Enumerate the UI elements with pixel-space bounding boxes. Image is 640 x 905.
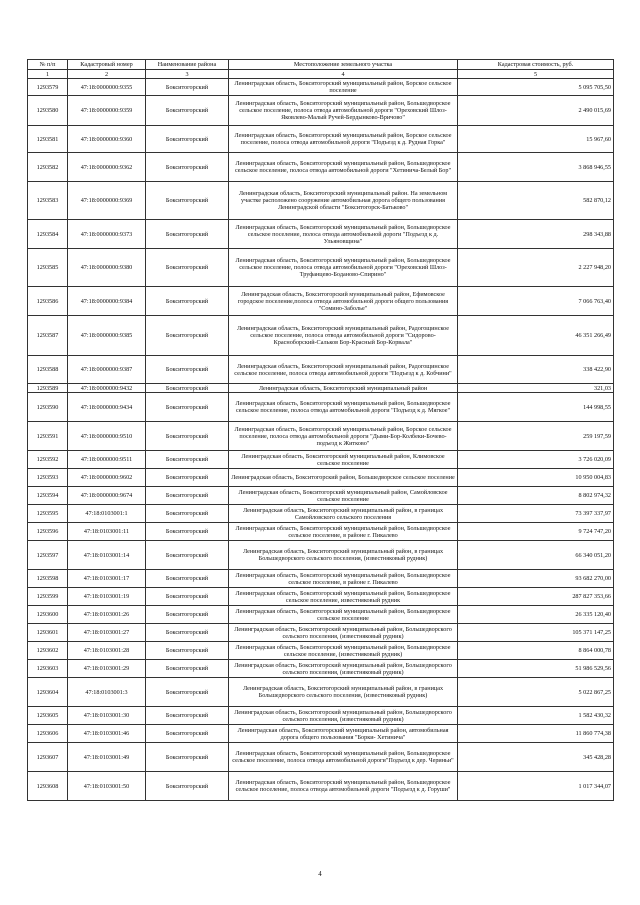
row-index: 1293598: [28, 570, 68, 588]
cadastral-number: 47:18:0103001:46: [68, 725, 146, 743]
district-name: Бокситогорский: [146, 624, 229, 642]
location-text: Ленинградская область, Бокситогорский муниципальный район, Большедворское сельское поселение, полоса отвода автомобильной дороги "Подъезд к д. Ульяновщина": [229, 220, 458, 249]
cadastral-value: 51 986 529,56: [458, 660, 614, 678]
row-index: 1293588: [28, 356, 68, 384]
location-text: Ленинградская область, Бокситогорский муниципальный район, в границах Большедворского сельского поселения, (известняковый рудник): [229, 541, 458, 570]
district-name: Бокситогорский: [146, 772, 229, 801]
district-name: Бокситогорский: [146, 287, 229, 316]
table-row: [28, 505, 614, 523]
location-text: Ленинградская область, Бокситогорский муниципальный район, Борское сельское поселение: [229, 79, 458, 96]
location-text: Ленинградская область, Бокситогорский муниципальный район, автомобильная дорога общего пользования "Борки- Хетинича": [229, 725, 458, 743]
row-index: 1293585: [28, 249, 68, 287]
row-index: 1293596: [28, 523, 68, 541]
header-row: [28, 60, 614, 70]
district-name: Бокситогорский: [146, 422, 229, 451]
table-row: [28, 126, 614, 153]
cadastral-number: 47:18:0103001:19: [68, 588, 146, 606]
table-row: [28, 393, 614, 422]
location-text: Ленинградская область, Бокситогорский муниципальный район, Большедворского сельского поселения, (известняковый рудник): [229, 624, 458, 642]
location-text: Ленинградская область, Бокситогорский муниципальный район, Борское сельское поселение, полоса отвода автомобильной дороги "Подъезд к д. Рудная Горка": [229, 126, 458, 153]
district-name: Бокситогорский: [146, 707, 229, 725]
row-index: 1293592: [28, 451, 68, 469]
row-index: 1293591: [28, 422, 68, 451]
location-text: Ленинградская область, Бокситогорский муниципальный район, Большедворское сельское поселение, известняковый рудник: [229, 588, 458, 606]
cadastral-value: 287 827 353,66: [458, 588, 614, 606]
row-index: 1293590: [28, 393, 68, 422]
table-row: [28, 469, 614, 487]
district-name: Бокситогорский: [146, 469, 229, 487]
district-name: Бокситогорский: [146, 393, 229, 422]
table-body: [28, 79, 614, 801]
cadastral-value: 46 351 266,49: [458, 316, 614, 356]
header-index: № п/п: [28, 60, 68, 70]
table-row: [28, 96, 614, 126]
district-name: Бокситогорский: [146, 606, 229, 624]
row-index: 1293608: [28, 772, 68, 801]
row-index: 1293607: [28, 743, 68, 772]
district-name: Бокситогорский: [146, 316, 229, 356]
location-text: Ленинградская область, Бокситогорский муниципальный район, Большедворское сельское поселение, полоса отвода автомобильной дороги "Ореховский Шлоз-Труфанцево-Боданово-Спирино": [229, 249, 458, 287]
cadastral-number: 47:18:0000000:9362: [68, 153, 146, 182]
location-text: Ленинградская область, Бокситогорский муниципальный район, Большедворское сельское поселение, полоса отвода автомобильной дороги "Ореховский Шлоз-Яковлево-Малый Ручей-Бердынково-Вричово": [229, 96, 458, 126]
cadastral-number: 47:18:0103001:26: [68, 606, 146, 624]
row-index: 1293597: [28, 541, 68, 570]
cadastral-number: 47:18:0000000:9355: [68, 79, 146, 96]
row-index: 1293604: [28, 678, 68, 707]
table-row: [28, 660, 614, 678]
header-cadastral-number: Кадастровый номер: [68, 60, 146, 70]
cadastral-value: 5 022 867,25: [458, 678, 614, 707]
district-name: Бокситогорский: [146, 356, 229, 384]
location-text: Ленинградская область, Бокситогорский муниципальный район, Борское сельское поселение, полоса отвода автомобильной дороги "Дыми-Бор-Колбеки-Бочево-подъезд к Житково": [229, 422, 458, 451]
row-index: 1293600: [28, 606, 68, 624]
row-index: 1293595: [28, 505, 68, 523]
cadastral-value: 259 197,59: [458, 422, 614, 451]
table-row: [28, 772, 614, 801]
row-index: 1293594: [28, 487, 68, 505]
cadastral-value: 2 490 015,69: [458, 96, 614, 126]
column-number-row: [28, 70, 614, 79]
cadastral-value: 5 095 705,50: [458, 79, 614, 96]
table-row: [28, 588, 614, 606]
cadastral-number: 47:18:0000000:9359: [68, 96, 146, 126]
header-cadastral-value: Кадастровая стоимость, руб.: [458, 60, 614, 70]
cadastral-number: 47:18:0103001:17: [68, 570, 146, 588]
row-index: 1293579: [28, 79, 68, 96]
cadastral-value: 15 967,60: [458, 126, 614, 153]
cadastral-number: 47:18:0000000:9360: [68, 126, 146, 153]
district-name: Бокситогорский: [146, 570, 229, 588]
location-text: Ленинградская область, Бокситогорский муниципальный район, в границах Большедворского сельского поселения, (известняковый рудник): [229, 678, 458, 707]
table-row: [28, 678, 614, 707]
row-index: 1293582: [28, 153, 68, 182]
district-name: Бокситогорский: [146, 182, 229, 220]
page-number: 4: [318, 870, 322, 878]
row-index: 1293599: [28, 588, 68, 606]
table-row: [28, 541, 614, 570]
table-row: [28, 249, 614, 287]
district-name: Бокситогорский: [146, 220, 229, 249]
location-text: Ленинградская область, Бокситогорский муниципальный район, Большедворское сельское поселение, полоса отвода автомобильной дороги "Подъезд к д. Горуши": [229, 772, 458, 801]
location-text: Ленинградская область, Бокситогорский муниципальный район, Большедворское сельское поселение, в районе г. Пикалево: [229, 523, 458, 541]
district-name: Бокситогорский: [146, 96, 229, 126]
location-text: Ленинградская область, Бокситогорский муниципальный район, Радогощинское сельское поселение, полоса отвода автомобильной дороги "Подъезд к д. Кобчини": [229, 356, 458, 384]
district-name: Бокситогорский: [146, 153, 229, 182]
location-text: Ленинградская область, Бокситогорский район, Большедворское сельское поселение: [229, 469, 458, 487]
table-row: [28, 316, 614, 356]
row-index: 1293587: [28, 316, 68, 356]
table-row: [28, 707, 614, 725]
cadastral-number: 47:18:0103001:29: [68, 660, 146, 678]
table-row: [28, 487, 614, 505]
cadastral-number: 47:18:0000000:9511: [68, 451, 146, 469]
column-number: 5: [458, 70, 614, 79]
row-index: 1293603: [28, 660, 68, 678]
table-row: [28, 79, 614, 96]
cadastral-value: 26 335 120,40: [458, 606, 614, 624]
table-row: [28, 287, 614, 316]
row-index: 1293605: [28, 707, 68, 725]
cadastral-number: 47:18:0103001:1: [68, 505, 146, 523]
location-text: Ленинградская область, Бокситогорский муниципальный район, Большедворское сельское поселение, в районе г. Пикалево: [229, 570, 458, 588]
cadastral-number: 47:18:0103001:27: [68, 624, 146, 642]
district-name: Бокситогорский: [146, 505, 229, 523]
cadastral-number: 47:18:0000000:9369: [68, 182, 146, 220]
row-index: 1293589: [28, 384, 68, 393]
table-row: [28, 624, 614, 642]
row-index: 1293584: [28, 220, 68, 249]
cadastral-number: 47:18:0000000:9373: [68, 220, 146, 249]
location-text: Ленинградская область, Бокситогорский муниципальный район, Большедворское сельское поселение, (известняковый рудник): [229, 642, 458, 660]
location-text: Ленинградская область, Бокситогорский муниципальный район, Климовское сельское поселение: [229, 451, 458, 469]
cadastral-value: 3 726 020,09: [458, 451, 614, 469]
location-text: Ленинградская область, Бокситогорский муниципальный район. На земельном участке расположено сооружение автомобильная дорога общего пользования Ленинградской области "Бокситогорск-Батьково": [229, 182, 458, 220]
cadastral-number: 47:18:0000000:9434: [68, 393, 146, 422]
district-name: Бокситогорский: [146, 249, 229, 287]
table-row: [28, 451, 614, 469]
cadastral-value: 144 998,55: [458, 393, 614, 422]
location-text: Ленинградская область, Бокситогорский муниципальный район, в границах Самойловского сельского поселения: [229, 505, 458, 523]
district-name: Бокситогорский: [146, 523, 229, 541]
table-row: [28, 523, 614, 541]
location-text: Ленинградская область, Бокситогорский муниципальный район, Большедворское сельское поселение, полоса отвода автомобильной дороги"Подъезд к дер. Чериньи": [229, 743, 458, 772]
district-name: Бокситогорский: [146, 678, 229, 707]
district-name: Бокситогорский: [146, 588, 229, 606]
cadastral-value: 8 864 000,78: [458, 642, 614, 660]
location-text: Ленинградская область, Бокситогорский муниципальный район, Большедворское сельское поселение, полоса отвода автомобильной дороги "Подъезд к д. Мягкое": [229, 393, 458, 422]
cadastral-value-table: [27, 59, 614, 801]
cadastral-value: 93 682 270,00: [458, 570, 614, 588]
cadastral-number: 47:18:0103001:28: [68, 642, 146, 660]
location-text: Ленинградская область, Бокситогорский муниципальный район, Большедворского сельского поселения, (известняковый рудник): [229, 660, 458, 678]
district-name: Бокситогорский: [146, 79, 229, 96]
table-row: [28, 570, 614, 588]
table-row: [28, 606, 614, 624]
table-row: [28, 356, 614, 384]
table-row: [28, 384, 614, 393]
cadastral-number: 47:18:0000000:9432: [68, 384, 146, 393]
column-number: 1: [28, 70, 68, 79]
table-row: [28, 725, 614, 743]
row-index: 1293580: [28, 96, 68, 126]
cadastral-value: 11 860 774,38: [458, 725, 614, 743]
cadastral-number: 47:18:0103001:14: [68, 541, 146, 570]
cadastral-value: 298 343,88: [458, 220, 614, 249]
cadastral-value: 1 582 430,32: [458, 707, 614, 725]
cadastral-value: 66 340 051,20: [458, 541, 614, 570]
cadastral-value: 9 724 747,20: [458, 523, 614, 541]
location-text: Ленинградская область, Бокситогорский муниципальный район, Ефимовское городское поселение,полоса отвода автомобильной дороги общего пользования "Сомино-Заболье": [229, 287, 458, 316]
location-text: Ленинградская область, Бокситогорский муниципальный район, Большедворского сельского поселения, (известняковый рудник): [229, 707, 458, 725]
location-text: Ленинградская область, Бокситогорский муниципальный район, Самойловское сельское поселение: [229, 487, 458, 505]
location-text: Ленинградская область, Бокситогорский муниципальный район, Большедворское сельское поселение: [229, 606, 458, 624]
cadastral-number: 47:18:0103001:3: [68, 678, 146, 707]
cadastral-number: 47:18:0000000:9384: [68, 287, 146, 316]
row-index: 1293586: [28, 287, 68, 316]
cadastral-value: 321,03: [458, 384, 614, 393]
row-index: 1293601: [28, 624, 68, 642]
row-index: 1293602: [28, 642, 68, 660]
row-index: 1293593: [28, 469, 68, 487]
row-index: 1293606: [28, 725, 68, 743]
cadastral-value: 582 870,12: [458, 182, 614, 220]
header-district-name: Наименование района: [146, 60, 229, 70]
cadastral-value: 338 422,90: [458, 356, 614, 384]
cadastral-number: 47:18:0103001:49: [68, 743, 146, 772]
cadastral-value: 345 428,28: [458, 743, 614, 772]
table-row: [28, 153, 614, 182]
table-row: [28, 642, 614, 660]
district-name: Бокситогорский: [146, 660, 229, 678]
cadastral-value: 2 227 948,20: [458, 249, 614, 287]
cadastral-number: 47:18:0000000:9510: [68, 422, 146, 451]
district-name: Бокситогорский: [146, 743, 229, 772]
district-name: Бокситогорский: [146, 487, 229, 505]
cadastral-value: 10 950 004,83: [458, 469, 614, 487]
district-name: Бокситогорский: [146, 451, 229, 469]
table-row: [28, 182, 614, 220]
cadastral-value: 73 397 337,97: [458, 505, 614, 523]
cadastral-value: 8 802 974,32: [458, 487, 614, 505]
cadastral-value: 3 868 946,55: [458, 153, 614, 182]
cadastral-number: 47:18:0000000:9380: [68, 249, 146, 287]
cadastral-number: 47:18:0000000:9385: [68, 316, 146, 356]
location-text: Ленинградская область, Бокситогорский муниципальный район, Радогощинское сельское поселение, полоса отвода автомобильной дороги "Сидорово-Красноборский-Сальков Бор-Красный Бор-Корвала": [229, 316, 458, 356]
column-number: 3: [146, 70, 229, 79]
cadastral-number: 47:18:0000000:9674: [68, 487, 146, 505]
cadastral-value: 1 017 344,07: [458, 772, 614, 801]
cadastral-number: 47:18:0000000:9602: [68, 469, 146, 487]
district-name: Бокситогорский: [146, 642, 229, 660]
location-text: Ленинградская область, Бокситогорский муниципальный район, Большедворское сельское поселение, полоса отвода автомобильной дороги "Хетинича-Белый Бор": [229, 153, 458, 182]
district-name: Бокситогорский: [146, 725, 229, 743]
district-name: Бокситогорский: [146, 384, 229, 393]
cadastral-value: 7 066 763,40: [458, 287, 614, 316]
table-row: [28, 422, 614, 451]
table-row: [28, 220, 614, 249]
cadastral-number: 47:18:0103001:30: [68, 707, 146, 725]
header-location: Местоположение земельного участка: [229, 60, 458, 70]
table-row: [28, 743, 614, 772]
row-index: 1293583: [28, 182, 68, 220]
column-number: 4: [229, 70, 458, 79]
column-number: 2: [68, 70, 146, 79]
cadastral-number: 47:18:0103001:11: [68, 523, 146, 541]
cadastral-number: 47:18:0000000:9387: [68, 356, 146, 384]
cadastral-number: 47:18:0103001:50: [68, 772, 146, 801]
district-name: Бокситогорский: [146, 541, 229, 570]
cadastral-value: 105 371 147,25: [458, 624, 614, 642]
location-text: Ленинградская область, Бокситогорский муниципальный район: [229, 384, 458, 393]
row-index: 1293581: [28, 126, 68, 153]
district-name: Бокситогорский: [146, 126, 229, 153]
